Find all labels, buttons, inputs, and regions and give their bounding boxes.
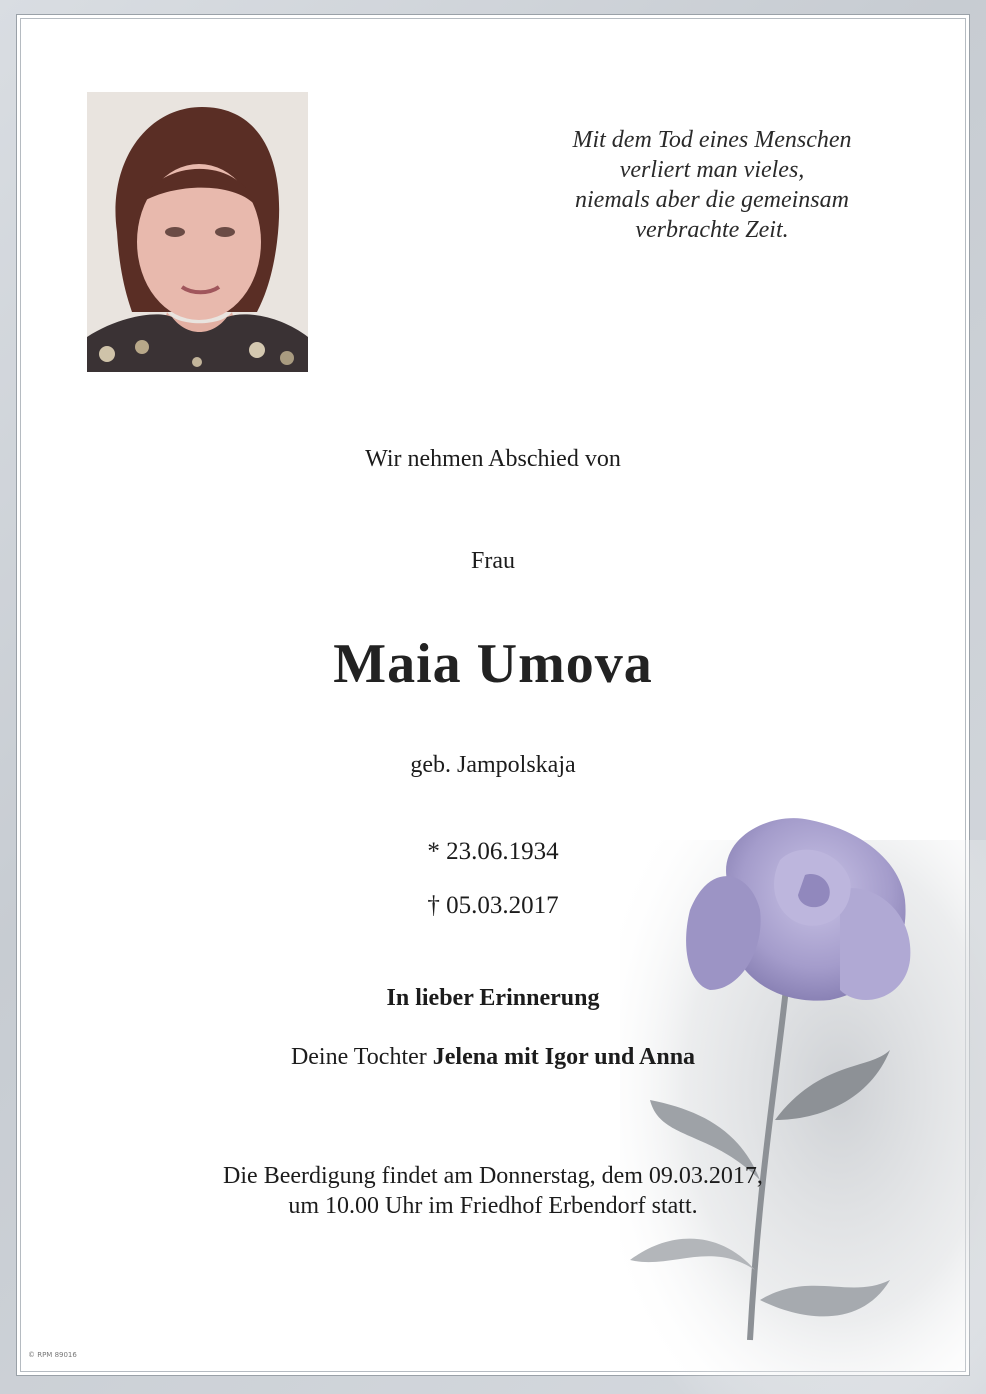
funeral-line: um 10.00 Uhr im Friedhof Erbendorf statt. [288, 1193, 698, 1219]
rose-illustration [560, 800, 986, 1394]
quote-line: niemals aber die gemeinsam [575, 187, 849, 213]
birth-date: * 23.06.1934 [427, 838, 559, 865]
farewell-intro: Wir nehmen Abschied von [365, 446, 621, 472]
death-date: † 05.03.2017 [427, 892, 559, 919]
quote-line: Mit dem Tod eines Menschen [572, 127, 852, 153]
copyright-note: © RPM 89016 [28, 1351, 77, 1359]
deceased-name: Maia Umova [333, 633, 653, 695]
funeral-info [0, 1161, 986, 1221]
memorial-quote [530, 125, 894, 245]
family-line [0, 1044, 986, 1071]
family-names: Jelena mit Igor und Anna [432, 1044, 696, 1070]
quote-line: verbrachte Zeit. [635, 217, 789, 243]
family-prefix: Deine Tochter [290, 1044, 433, 1070]
salutation: Frau [471, 548, 515, 574]
maiden-name: geb. Jampolskaja [410, 752, 576, 778]
funeral-line: Die Beerdigung findet am Donnerstag, dem 09.03.2017, [223, 1163, 763, 1189]
portrait-photo [87, 92, 308, 372]
remembrance-line: In lieber Erinnerung [386, 985, 600, 1011]
quote-line: verliert man vieles, [619, 157, 805, 183]
